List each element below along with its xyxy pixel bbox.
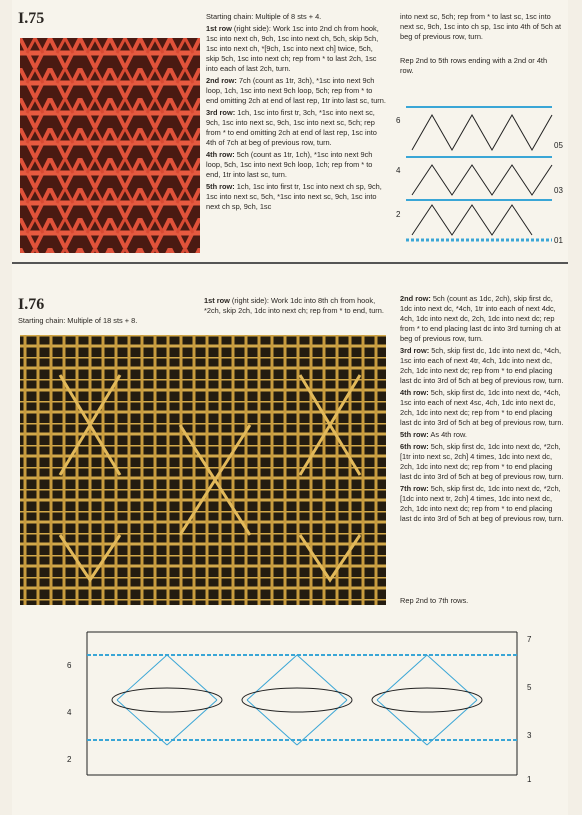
pattern-176-swatch-photo (20, 335, 386, 605)
row-label: 7th row: (400, 484, 429, 493)
book-page (12, 0, 568, 815)
row-text: 1ch, 1sc into first tr, 3ch, *1sc into next sc, 9ch, 1sc into next sc, 9ch, 1sc into next sc, 5ch; rep from * to end omitting 2ch at end of last rep, 1sc into 4th of 7ch at beg of previous row, turn. (206, 108, 377, 147)
row-label: 5th row: (206, 182, 235, 191)
chart-row-label: 6 (67, 661, 72, 670)
row-text: 5ch (count as 1dc, 2ch), skip first dc, 1dc into next dc, *4ch, 1tr into each of next 4dc, 4ch, 1dc into next dc, 2ch, 1dc into next dc; rep from * to end placing last dc into 3rd turning ch at beg of previous row, turn. (400, 294, 561, 343)
row-text: 1ch, 1sc into first tr, 1sc into next ch sp, 9ch, 1sc into next sc, 5ch, *1sc into next sc, 9ch, 1sc into next ch sp, 9ch, 1sc (206, 182, 382, 211)
section-divider (12, 262, 568, 264)
pattern-175-title: I.75 (18, 10, 45, 27)
instruction-row (206, 182, 386, 212)
row-label: 2nd row: (206, 76, 237, 85)
row-text: (right side): Work 1sc into 2nd ch from hook, 1sc into next ch, 9ch, 1sc into next ch, 5ch, skip 5ch, 1sc into next ch, *[9ch, 1sc into next ch] twice, 5ch, skip 5ch, 1sc into next ch; rep from * to last 2ch, 1sc into each of last 2ch, turn. (206, 24, 379, 73)
row-text: (right side): Work 1dc into 8th ch from hook, *2ch, skip 2ch, 1dc into next ch; rep from * to end, turn. (204, 296, 384, 315)
row-label: 3rd row: (400, 346, 430, 355)
instruction-row (206, 24, 386, 74)
chart-row-label: 7 (527, 635, 532, 644)
pattern-175-instructions (206, 24, 386, 214)
pattern-176-starting-chain: Starting chain: Multiple of 18 sts + 8. (18, 316, 138, 325)
row-text: 5ch, skip first dc, 1dc into next dc, *4ch, 1sc into each of next 4sc, 4ch, 1dc into next dc, 2ch, 1dc into next dc; rep from * to end placing last dc into 3rd of 5ch at beg of previous row, turn. (400, 388, 564, 427)
pattern-176-instructions (400, 294, 564, 526)
pattern-175-starting-chain: Starting chain: Multiple of 8 sts + 4. (206, 12, 322, 21)
chart-row-label: 4 (396, 166, 401, 175)
pattern-175-chart (392, 95, 568, 250)
chart-row-label: 1 (527, 775, 532, 784)
instruction-row (400, 346, 564, 386)
chart-row-label: 01 (554, 236, 563, 245)
chart-row-label: 05 (554, 141, 563, 150)
pattern-176-row1 (204, 296, 384, 316)
gold-swatch-image (20, 335, 386, 605)
row-label: 1st row (204, 296, 230, 305)
row-text: As 4th row. (428, 430, 467, 439)
instruction-row (400, 388, 564, 428)
pattern-175-instructions-cont: into next sc, 5ch; rep from * to last sc, 1sc into next sc, 9ch, 1sc into ch sp, 1sc into 4th of 5ch at beg of previous row, turn. (400, 12, 562, 41)
row-text: 7ch (count as 1tr, 3ch), *1sc into next 9ch loop, 1ch, 1sc into next 9ch loop, 5ch; rep from * to end omitting 2ch at end of last rep, 1tr into last sc, turn. (206, 76, 386, 105)
row-label: 6th row: (400, 442, 429, 451)
pattern-176-title: I.76 (18, 296, 45, 313)
row-label: 5th row: (400, 430, 429, 439)
row-label: 2nd row: (400, 294, 431, 303)
instruction-row (400, 484, 564, 524)
chart-row-label: 3 (527, 731, 532, 740)
row-text: 5ch, skip first dc, 1dc into next dc, *4ch, 1sc into each of next 4tr, 4ch, 1dc into next dc, 2ch, 1dc into next dc; rep from * to end placing last dc into 3rd of 5ch at beg of previous row, turn. (400, 346, 564, 385)
pattern-176-chart (57, 620, 557, 790)
row-text: 5ch, skip first dc, 1dc into next dc, *2ch, [1dc into next tr, 2ch] 4 times, 1dc into next dc, 2ch, 1dc into next dc; rep from * to end placing last dc into 3rd of 5ch at beg of previous row, turn. (400, 484, 564, 523)
row-label: 1st row (206, 24, 232, 33)
instruction-row (206, 150, 386, 180)
instruction-row (206, 108, 386, 148)
chart-row-label: 5 (527, 683, 532, 692)
pattern-175-repeat: Rep 2nd to 5th rows ending with a 2nd or 4th row. (400, 56, 548, 75)
instruction-row (206, 76, 386, 106)
instruction-row (400, 442, 564, 482)
row-label: 4th row: (400, 388, 429, 397)
red-swatch-image (20, 38, 200, 253)
chart-row-label: 03 (554, 186, 563, 195)
chart-row-label: 4 (67, 708, 72, 717)
pattern-175-swatch-photo (20, 38, 200, 253)
instruction-row (400, 294, 564, 344)
row-text: 5ch (count as 1tr, 1ch), *1sc into next 9ch loop, 5ch, 1sc into next 9ch loop, 1ch; rep from * to end, 1tr into last sc, turn. (206, 150, 373, 179)
chart-row-label: 2 (396, 210, 401, 219)
row-text: 5ch, skip first dc, 1dc into next dc, *2ch, [1tr into next sc, 2ch] 4 times, 1dc into next dc, 2ch, 1dc into next dc; rep from * to end placing last dc into 3rd of 5ch at beg of previous row, turn. (400, 442, 564, 481)
row-label: 4th row: (206, 150, 235, 159)
chart-row-label: 6 (396, 116, 401, 125)
pattern-176-repeat: Rep 2nd to 7th rows. (400, 596, 469, 605)
row-label: 3rd row: (206, 108, 236, 117)
instruction-row (400, 430, 564, 440)
chart-row-label: 2 (67, 755, 72, 764)
